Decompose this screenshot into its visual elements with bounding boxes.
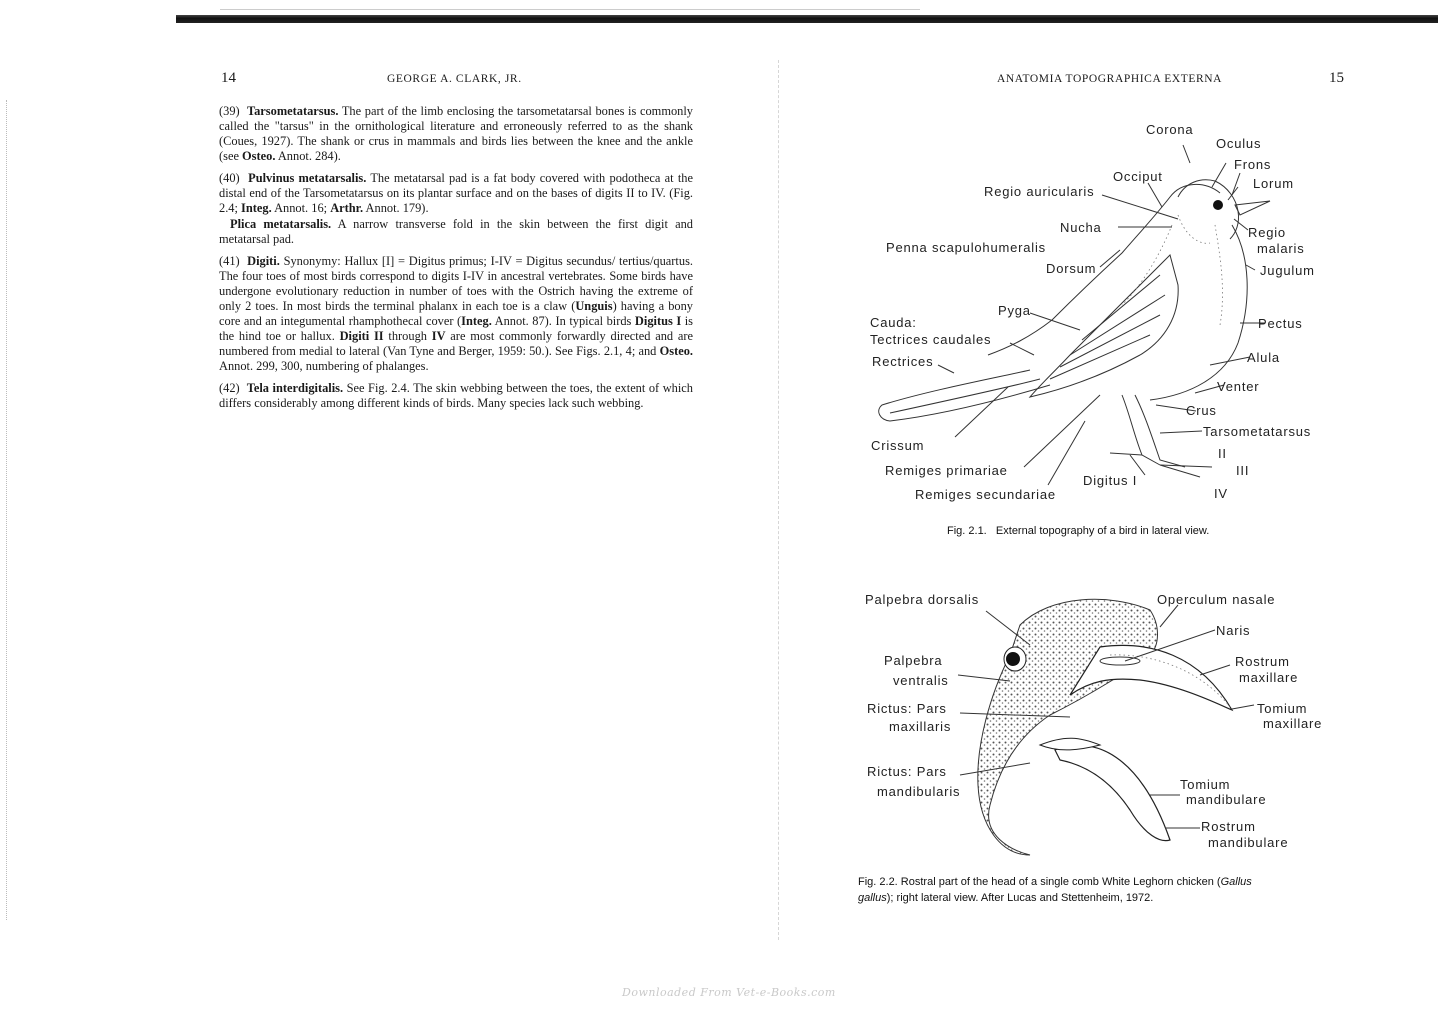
term-digitus-i: Digitus I bbox=[634, 314, 682, 328]
label-penna-scapulohumeralis: Penna scapulohumeralis bbox=[886, 240, 1046, 255]
caption-species: gallus bbox=[858, 892, 887, 904]
caption-text: Fig. 2.2. Rostral part of the head of a single comb White Leghorn chicken ( bbox=[858, 876, 1221, 888]
label-jugulum: Jugulum bbox=[1260, 263, 1315, 278]
bird-wing bbox=[1030, 255, 1178, 397]
scan-line bbox=[220, 9, 920, 10]
label-remiges-primariae: Remiges primariae bbox=[885, 463, 1008, 478]
para-text: Annot. 284). bbox=[275, 149, 341, 163]
label-digit-iv: IV bbox=[1214, 486, 1228, 501]
label-palpebra-dorsalis: Palpebra dorsalis bbox=[865, 592, 980, 607]
label-maxillaris: maxillaris bbox=[889, 719, 952, 734]
label-tomium-mandibulare: Tomium bbox=[1180, 777, 1231, 792]
footer-watermark: Downloaded From Vet-e-Books.com bbox=[622, 986, 836, 999]
bird-back-outline bbox=[988, 184, 1220, 355]
label-palpebra: Palpebra bbox=[884, 653, 943, 668]
para-text: Annot. 299, 300, numbering of phalanges. bbox=[219, 359, 429, 373]
label-regio-auricularis: Regio auricularis bbox=[984, 184, 1095, 199]
label-dorsum: Dorsum bbox=[1046, 261, 1097, 276]
para-text: ) having a bony core and an integumental rhamphothecal cover ( bbox=[219, 299, 693, 328]
label-digit-ii: II bbox=[1218, 446, 1227, 461]
caption-number: Fig. 2.1. bbox=[947, 525, 987, 537]
label-frons: Frons bbox=[1234, 157, 1272, 172]
label-tomium-maxillare: Tomium bbox=[1257, 701, 1308, 716]
para-number: (40) bbox=[219, 171, 240, 185]
label-pyga: Pyga bbox=[998, 303, 1031, 318]
bird-breast-outline bbox=[1150, 225, 1247, 400]
term-tela: Tela interdigitalis. bbox=[246, 381, 344, 395]
para-text: A narrow transverse fold in the skin between the first digit and metatarsal pad. bbox=[219, 217, 693, 246]
ref-integ: Integ. bbox=[461, 314, 492, 328]
label-digit-iii: III bbox=[1236, 463, 1250, 478]
label-tomium-maxillare-2: maxillare bbox=[1263, 716, 1323, 731]
bird-head bbox=[1178, 180, 1239, 239]
label-rictus-pars-maxillaris: Rictus: Pars bbox=[867, 701, 947, 716]
eye bbox=[1006, 652, 1020, 666]
label-oculus: Oculus bbox=[1216, 136, 1262, 151]
term-tarsometatarsus: Tarsometatarsus. bbox=[246, 104, 339, 118]
label-remiges-secundariae: Remiges secundariae bbox=[915, 487, 1056, 502]
para-text: is the hind toe or hallux. bbox=[219, 314, 693, 343]
label-ventralis: ventralis bbox=[893, 673, 949, 688]
left-page-number: 14 bbox=[221, 70, 236, 86]
label-crissum: Crissum bbox=[871, 438, 925, 453]
caption-text: External topography of a bird in lateral view. bbox=[995, 525, 1210, 537]
term-iv: IV bbox=[431, 329, 446, 343]
para-number: (39) bbox=[219, 104, 240, 118]
para-number: (41) bbox=[219, 254, 240, 268]
para-number: (42) bbox=[219, 381, 240, 395]
para-text: Annot. 87). In typical birds bbox=[491, 314, 635, 328]
bird-beak bbox=[1235, 201, 1270, 215]
term-pulvinus: Pulvinus metatarsalis. bbox=[248, 171, 367, 185]
term-plica: Plica metatarsalis. bbox=[230, 217, 332, 231]
bird-eye bbox=[1213, 200, 1223, 210]
caption-text: ); right lateral view. After Lucas and Stettenheim, 1972. bbox=[886, 892, 1154, 904]
label-rostrum-mandibulare: Rostrum bbox=[1201, 819, 1256, 834]
bird-tail bbox=[879, 370, 1050, 421]
ref-osteo: Osteo. bbox=[242, 149, 276, 163]
label-rictus-pars-mandibularis: Rictus: Pars bbox=[867, 764, 947, 779]
label-digitus-i: Digitus I bbox=[1083, 473, 1138, 488]
ref-integ: Integ. bbox=[241, 201, 272, 215]
label-nucha: Nucha bbox=[1060, 220, 1102, 235]
para-text: Annot. 16; bbox=[271, 201, 331, 215]
left-running-head: GEORGE A. CLARK, JR. bbox=[387, 73, 522, 85]
left-text-column bbox=[219, 104, 693, 418]
caption-genus: Gallus bbox=[1220, 876, 1252, 888]
page-gutter bbox=[778, 60, 779, 940]
label-crus: Crus bbox=[1186, 403, 1217, 418]
label-rostrum: Rostrum bbox=[1235, 654, 1290, 669]
label-cauda: Cauda: bbox=[870, 315, 917, 330]
label-operculum-nasale: Operculum nasale bbox=[1157, 592, 1276, 607]
term-digiti: Digiti. bbox=[247, 254, 280, 268]
figure-2-1 bbox=[860, 115, 1340, 515]
label-rostrum-mandibulare-2: mandibulare bbox=[1208, 835, 1289, 850]
lower-beak bbox=[1055, 745, 1170, 840]
label-pectus: Pectus bbox=[1258, 316, 1303, 331]
label-malaris: malaris bbox=[1257, 241, 1305, 256]
label-tarsometatarsus: Tarsometatarsus bbox=[1203, 424, 1312, 439]
scan-edge bbox=[6, 100, 11, 920]
para-text: Annot. 179). bbox=[363, 201, 429, 215]
para-text: See Fig. 2.4. The skin webbing between the toes, the extent of which differs considerably among different kinds of birds. Many species lack such webbing. bbox=[219, 381, 693, 410]
paragraph-39 bbox=[219, 104, 693, 164]
upper-beak bbox=[1070, 645, 1232, 710]
label-occiput: Occiput bbox=[1113, 169, 1163, 184]
term-unguis: Unguis bbox=[575, 299, 613, 313]
ref-osteo: Osteo. bbox=[659, 344, 693, 358]
figure-2-1-caption bbox=[947, 523, 1209, 539]
figure-2-2-caption bbox=[858, 874, 1338, 906]
binding-shadow-bar bbox=[176, 15, 1438, 23]
para-text: through bbox=[383, 329, 432, 343]
term-digiti-ii: Digiti II bbox=[339, 329, 384, 343]
paragraph-40 bbox=[219, 171, 693, 216]
label-rectrices: Rectrices bbox=[872, 354, 934, 369]
para-text: are most commonly forwardly directed and are numbered from medial to lateral (Van Tyne and Berger, 1959: 50.). See Figs. 2.1, 4; and bbox=[219, 329, 693, 358]
label-venter: Venter bbox=[1217, 379, 1260, 394]
label-alula: Alula bbox=[1247, 350, 1280, 365]
para-text: The metatarsal pad is a fat body covered with podotheca at the distal end of the Tarsometatarsus on its plantar surface and on the bases of digits II to IV. (Fig. 2.4; bbox=[219, 171, 693, 215]
label-tomium-mandibulare-2: mandibulare bbox=[1186, 792, 1267, 807]
label-corona: Corona bbox=[1146, 122, 1194, 137]
para-text: The part of the limb enclosing the tarsometatarsal bones is commonly called the "tarsus" in the ornithological literature and erroneously referred to as the shank (Coues, 1927). The shank or crus in mammals and birds lies between the knee and the ankle (see bbox=[219, 104, 693, 163]
label-naris: Naris bbox=[1216, 623, 1251, 638]
label-mandibularis: mandibularis bbox=[877, 784, 961, 799]
paragraph-40b bbox=[219, 217, 693, 247]
label-regio: Regio bbox=[1248, 225, 1286, 240]
figure-2-2 bbox=[860, 585, 1340, 870]
label-lorum: Lorum bbox=[1253, 176, 1294, 191]
label-tectrices-caudales: Tectrices caudales bbox=[870, 332, 992, 347]
paragraph-41 bbox=[219, 254, 693, 374]
paragraph-42 bbox=[219, 381, 693, 411]
right-page-number: 15 bbox=[1329, 70, 1344, 86]
label-maxillare: maxillare bbox=[1239, 670, 1299, 685]
head-feathers bbox=[978, 599, 1158, 855]
bird-illustration bbox=[860, 115, 1340, 515]
right-running-head: ANATOMIA TOPOGRAPHICA EXTERNA bbox=[997, 73, 1223, 85]
para-text: Synonymy: Hallux [I] = Digitus primus; I-IV = Digitus secundus/ tertius/quartus. The four toes of most birds correspond to digits I-IV in ancestral vertebrates. Some birds have undergone evolutionary reduction in number of toes with the Ostrich having the extreme of only 2 toes. In most birds the terminal phalanx in each toe is a claw ( bbox=[219, 254, 693, 313]
ref-arthr: Arthr. bbox=[330, 201, 364, 215]
